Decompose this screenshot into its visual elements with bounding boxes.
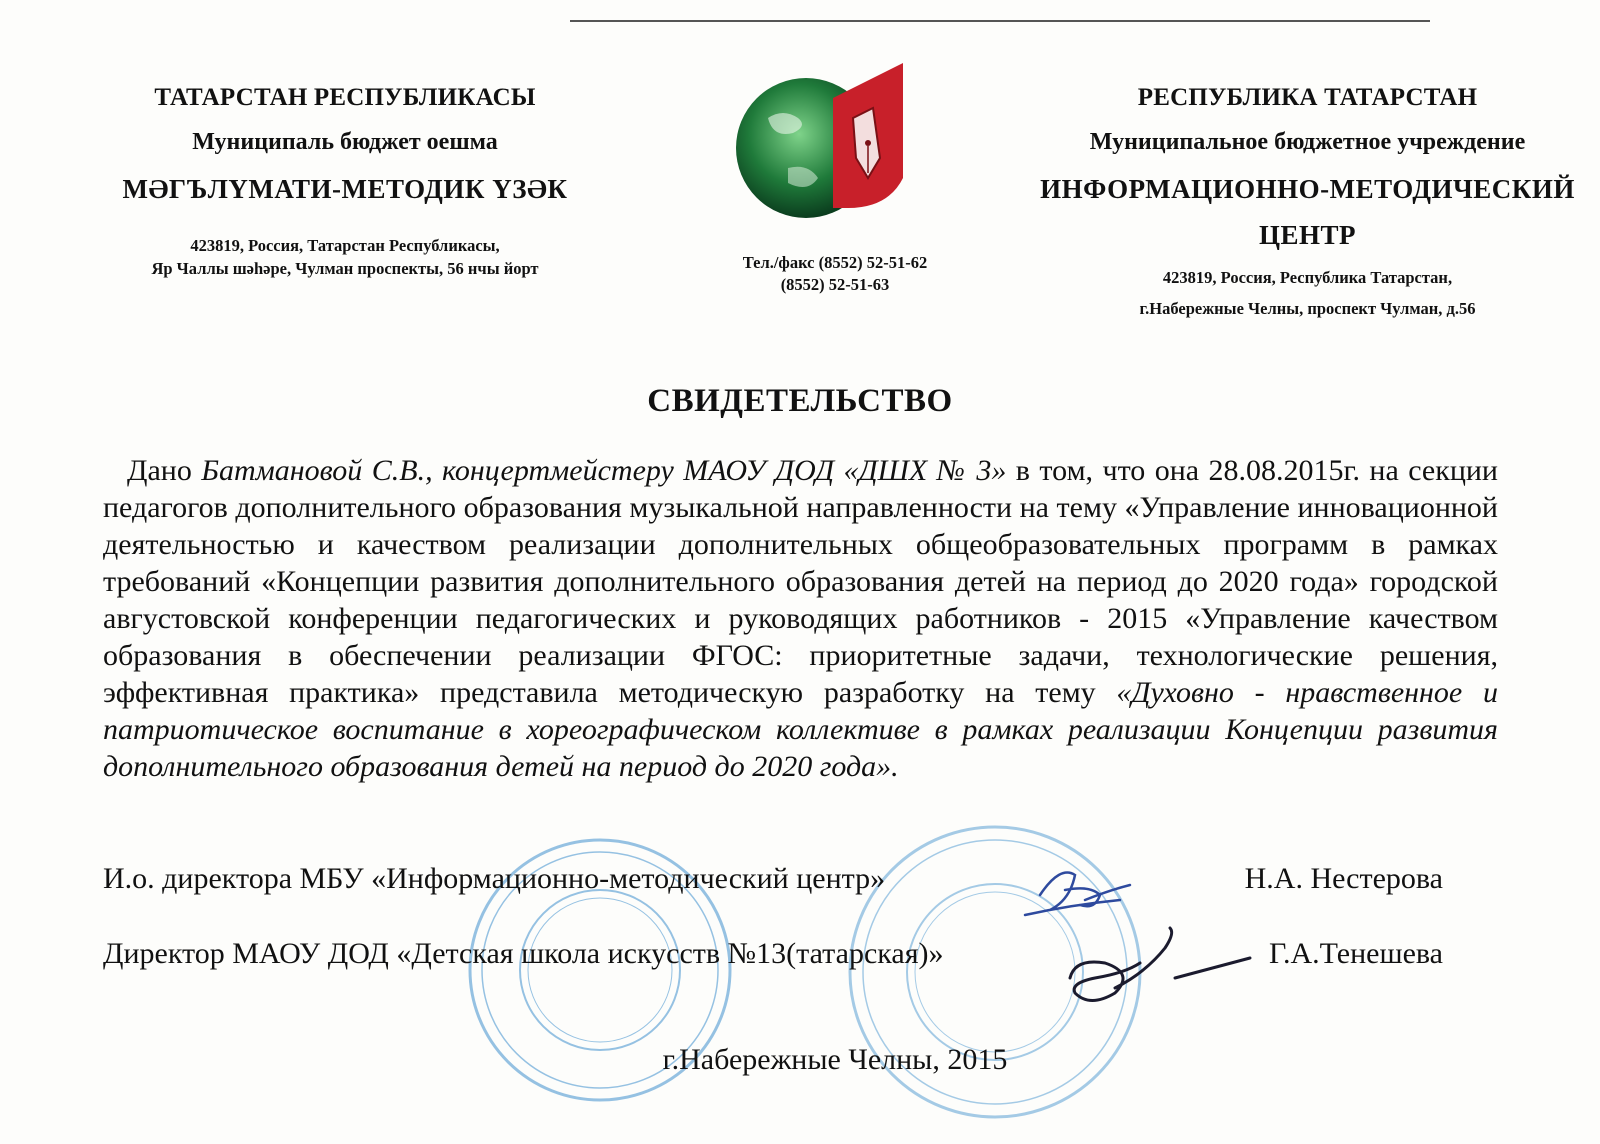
- body-recipient: Батмановой С.В., концертмейстеру МАОУ ДОД «ДШХ № 3»: [201, 454, 1007, 487]
- handwritten-signature-1: [1020, 855, 1140, 925]
- header-right-republic: РЕСПУБЛИКА ТАТАРСТАН: [1137, 84, 1478, 111]
- place-and-year: г.Набережные Челны, 2015: [662, 1043, 1008, 1076]
- signatory-name: Н.А. Нестерова: [1244, 862, 1443, 895]
- phone-fax-1: Тел./факс (8552) 52-51-62: [742, 253, 928, 272]
- header-right-address-1: 423819, Россия, Республика Татарстан,: [1162, 268, 1453, 287]
- signatory-position: Директор МАОУ ДОД «Детская школа искусств №13(татарская)»: [103, 937, 944, 970]
- header-contacts: [720, 252, 950, 296]
- signatory-position: И.о. директора МБУ «Информационно-методический центр»: [103, 862, 886, 895]
- header-left: [90, 78, 600, 280]
- body-intro: Дано: [127, 454, 202, 487]
- handwritten-signature-2: [1055, 918, 1255, 1023]
- phone-fax-2: (8552) 52-51-63: [780, 275, 890, 294]
- body-main: в том, что она 28.08.2015г. на секции педагогов дополнительного образования музыкальной направленности на тему «Управление инновационной деятельностью и качеством реализации дополнительных общеобразовательных программ в рамках требований «Концепции развития дополнительного образования детей на период до 2020 года» городской августовской конференции педагогических и руководящих работников - 2015 «Управление качеством образования в обеспечении реализации ФГОС: приоритетные задачи, технологические решения, эффективная практика» представила методическую разработку на тему: [103, 454, 1498, 709]
- certificate-body: [103, 452, 1498, 785]
- header-right-org-name: ИНФОРМАЦИОННО-МЕТОДИЧЕСКИЙ: [1040, 174, 1575, 204]
- top-rule: [570, 20, 1430, 22]
- header-right-org-name-2: ЦЕНТР: [1258, 220, 1356, 250]
- body-topic: «Духовно - нравственное и патриотическое воспитание в хореографическом коллективе в рамках реализации Концепции развития дополнительного образования детей на период до 2020 года».: [103, 676, 1498, 783]
- document-title: СВИДЕТЕЛЬСТВО: [647, 383, 953, 419]
- header-left-org-type: Муниципаль бюджет оешма: [192, 129, 498, 155]
- header-left-address-1: 423819, Россия, Татарстан Республикасы,: [190, 236, 500, 255]
- header-left-republic: ТАТАРСТАН РЕСПУБЛИКАСЫ: [154, 84, 536, 111]
- imc-logo: [728, 58, 928, 238]
- header-left-address-2: Яр Чаллы шәһәре, Чулман проспекты, 56 нчы йорт: [151, 259, 539, 278]
- header-right: [1035, 78, 1580, 320]
- signature-row-imc: [103, 860, 1443, 897]
- header-left-org-name: МӘГЪЛҮМАТИ-МЕТОДИК ҮЗӘК: [122, 174, 568, 204]
- signatory-name: Г.А.Тенешева: [1269, 937, 1443, 970]
- header-right-org-type: Муниципальное бюджетное учреждение: [1089, 129, 1526, 155]
- header-right-address-2: г.Набережные Челны, проспект Чулман, д.56: [1139, 299, 1476, 318]
